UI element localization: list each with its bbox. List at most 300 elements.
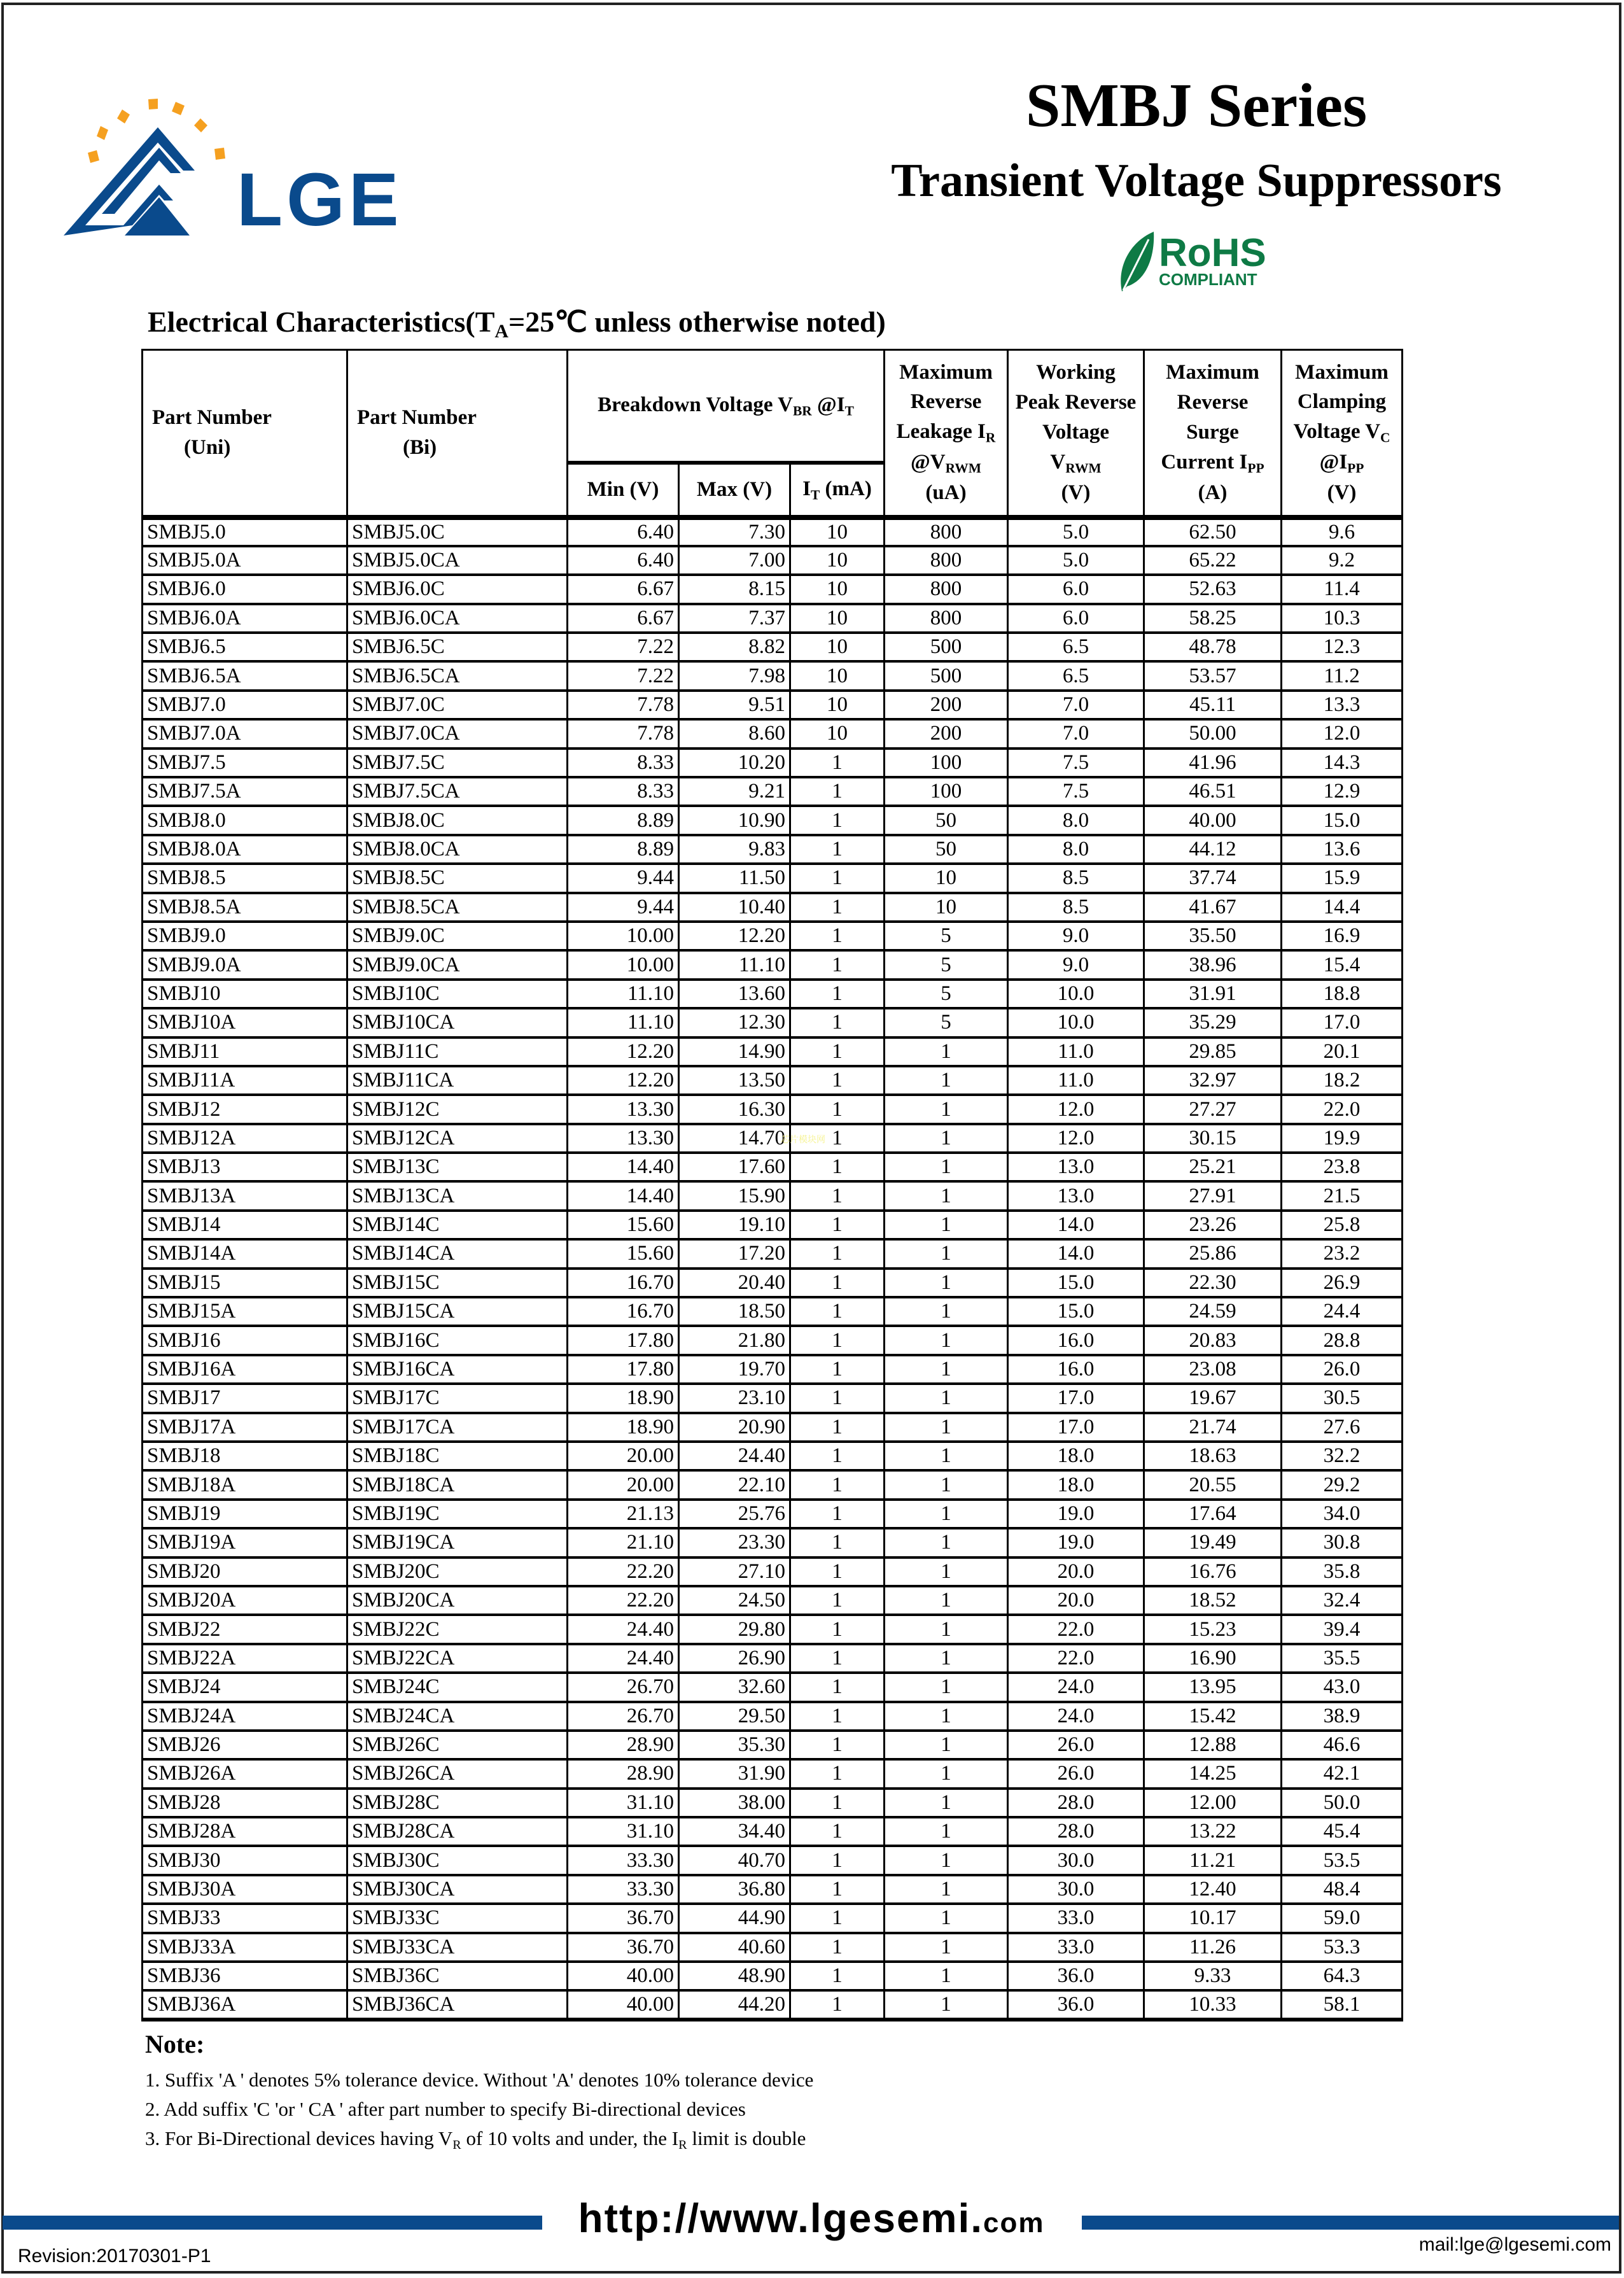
cell-part-uni: SMBJ8.0A xyxy=(143,835,347,864)
cell-vbr-min: 7.22 xyxy=(568,661,679,690)
cell-part-uni: SMBJ28 xyxy=(143,1789,347,1817)
cell-vbr-min: 8.89 xyxy=(568,806,679,834)
cell-ir: 1 xyxy=(885,1789,1008,1817)
cell-vc: 58.1 xyxy=(1282,1990,1403,2019)
hdr-vc-l4: @I xyxy=(1319,451,1348,474)
cell-ipp: 58.25 xyxy=(1144,604,1282,633)
cell-vc: 14.3 xyxy=(1282,749,1403,777)
cell-part-uni: SMBJ24 xyxy=(143,1673,347,1701)
cell-vrwm: 28.0 xyxy=(1008,1789,1144,1817)
cell-vbr-min: 13.30 xyxy=(568,1124,679,1153)
cell-vrwm: 33.0 xyxy=(1008,1933,1144,1962)
cell-part-bi: SMBJ15C xyxy=(347,1269,568,1297)
cell-vrwm: 14.0 xyxy=(1008,1211,1144,1239)
revision-label: Revision:20170301-P1 xyxy=(18,2246,211,2267)
note-3-sub2: R xyxy=(678,2138,687,2153)
cell-part-bi: SMBJ33C xyxy=(347,1904,568,1932)
note-3 xyxy=(145,2124,813,2160)
cell-ir: 1 xyxy=(885,1384,1008,1412)
cell-vbr-min: 28.90 xyxy=(568,1759,679,1788)
table-row xyxy=(143,1702,1403,1731)
cell-vbr-max: 44.90 xyxy=(679,1904,790,1932)
cell-vrwm: 20.0 xyxy=(1008,1557,1144,1586)
cell-ir: 200 xyxy=(885,719,1008,748)
table-row xyxy=(143,1153,1403,1181)
cell-part-uni: SMBJ17A xyxy=(143,1413,347,1442)
cell-vbr-min: 40.00 xyxy=(568,1990,679,2019)
header-it xyxy=(790,463,885,517)
cell-part-bi: SMBJ7.0CA xyxy=(347,719,568,748)
cell-vrwm: 8.0 xyxy=(1008,806,1144,834)
cell-ir: 800 xyxy=(885,575,1008,603)
cell-ir: 1 xyxy=(885,1933,1008,1962)
cell-vbr-max: 23.30 xyxy=(679,1528,790,1557)
cell-vc: 12.3 xyxy=(1282,633,1403,661)
cell-ir: 100 xyxy=(885,777,1008,806)
cell-ipp: 27.91 xyxy=(1144,1181,1282,1210)
cell-it: 10 xyxy=(790,575,885,603)
cell-part-bi: SMBJ33CA xyxy=(347,1933,568,1962)
cell-part-uni: SMBJ14 xyxy=(143,1211,347,1239)
cell-part-bi: SMBJ6.0CA xyxy=(347,604,568,633)
cell-part-uni: SMBJ36 xyxy=(143,1962,347,1990)
compliant-text: COMPLIANT xyxy=(1159,270,1257,289)
cell-vbr-max: 20.40 xyxy=(679,1269,790,1297)
cell-part-bi: SMBJ13C xyxy=(347,1153,568,1181)
cell-vrwm: 30.0 xyxy=(1008,1846,1144,1874)
cell-it: 1 xyxy=(790,1297,885,1326)
hdr-ipp-l5: (A) xyxy=(1198,481,1228,504)
cell-vbr-min: 8.33 xyxy=(568,749,679,777)
cell-ir: 800 xyxy=(885,517,1008,546)
cell-it: 1 xyxy=(790,1211,885,1239)
table-row xyxy=(143,1990,1403,2019)
cell-vc: 19.9 xyxy=(1282,1124,1403,1153)
cell-ipp: 48.78 xyxy=(1144,633,1282,661)
notes-heading: Note: xyxy=(145,2030,205,2058)
cell-part-uni: SMBJ24A xyxy=(143,1702,347,1731)
cell-part-uni: SMBJ18A xyxy=(143,1470,347,1499)
cell-part-uni: SMBJ9.0 xyxy=(143,922,347,950)
cell-part-bi: SMBJ8.5CA xyxy=(347,893,568,922)
cell-vbr-max: 22.10 xyxy=(679,1470,790,1499)
cell-ipp: 19.49 xyxy=(1144,1528,1282,1557)
table-row xyxy=(143,1470,1403,1499)
hdr-it-text: I xyxy=(802,477,811,501)
hdr-bv-mid: @I xyxy=(811,393,845,417)
cell-ipp: 19.67 xyxy=(1144,1384,1282,1412)
cell-vrwm: 16.0 xyxy=(1008,1326,1144,1354)
cell-ir: 1 xyxy=(885,1153,1008,1181)
website-link-main[interactable]: http://www.lgesemi. xyxy=(578,2195,984,2241)
cell-it: 1 xyxy=(790,864,885,892)
cell-vrwm: 5.0 xyxy=(1008,517,1144,546)
table-row xyxy=(143,777,1403,806)
cell-ir: 5 xyxy=(885,1008,1008,1037)
cell-vrwm: 6.5 xyxy=(1008,661,1144,690)
cell-vbr-min: 24.40 xyxy=(568,1615,679,1643)
hdr-ipp-l4: Current I xyxy=(1161,450,1248,474)
cell-vc: 9.2 xyxy=(1282,546,1403,575)
cell-ipp: 18.63 xyxy=(1144,1442,1282,1470)
cell-part-uni: SMBJ20A xyxy=(143,1586,347,1615)
product-subtitle: Transient Voltage Suppressors xyxy=(891,155,1502,207)
cell-vc: 29.2 xyxy=(1282,1470,1403,1499)
cell-part-bi: SMBJ30C xyxy=(347,1846,568,1874)
cell-vbr-min: 10.00 xyxy=(568,950,679,979)
cell-vrwm: 5.0 xyxy=(1008,546,1144,575)
cell-vbr-max: 9.51 xyxy=(679,691,790,719)
cell-part-bi: SMBJ30CA xyxy=(347,1875,568,1904)
cell-part-bi: SMBJ7.5C xyxy=(347,749,568,777)
cell-part-bi: SMBJ14CA xyxy=(347,1239,568,1268)
hdr-vc-l4sub: PP xyxy=(1347,460,1364,476)
cell-ir: 800 xyxy=(885,546,1008,575)
cell-part-bi: SMBJ10C xyxy=(347,980,568,1008)
cell-part-uni: SMBJ30 xyxy=(143,1846,347,1874)
cell-ipp: 25.21 xyxy=(1144,1153,1282,1181)
cell-it: 1 xyxy=(790,1008,885,1037)
cell-ir: 1 xyxy=(885,1673,1008,1701)
cell-ir: 1 xyxy=(885,1095,1008,1123)
cell-it: 1 xyxy=(790,1153,885,1181)
cell-part-bi: SMBJ5.0C xyxy=(347,517,568,546)
cell-vrwm: 24.0 xyxy=(1008,1702,1144,1731)
cell-ipp: 30.15 xyxy=(1144,1124,1282,1153)
cell-vc: 10.3 xyxy=(1282,604,1403,633)
cell-it: 1 xyxy=(790,1355,885,1384)
cell-vbr-max: 12.20 xyxy=(679,922,790,950)
cell-vc: 32.2 xyxy=(1282,1442,1403,1470)
cell-vbr-max: 13.50 xyxy=(679,1066,790,1095)
section-title-prefix: Electrical Characteristics(T xyxy=(148,306,495,338)
cell-vbr-max: 20.90 xyxy=(679,1413,790,1442)
cell-vbr-min: 9.44 xyxy=(568,864,679,892)
cell-vbr-min: 9.44 xyxy=(568,893,679,922)
cell-vc: 18.2 xyxy=(1282,1066,1403,1095)
table-row xyxy=(143,1731,1403,1759)
header-part-uni-l1: Part Number xyxy=(152,405,272,429)
section-title xyxy=(148,304,886,342)
cell-vc: 15.0 xyxy=(1282,806,1403,834)
cell-part-bi: SMBJ10CA xyxy=(347,1008,568,1037)
cell-vbr-min: 8.33 xyxy=(568,777,679,806)
cell-vc: 53.3 xyxy=(1282,1933,1403,1962)
cell-vc: 16.9 xyxy=(1282,922,1403,950)
cell-vrwm: 17.0 xyxy=(1008,1384,1144,1412)
cell-ipp: 52.63 xyxy=(1144,575,1282,603)
cell-it: 1 xyxy=(790,1789,885,1817)
cell-part-uni: SMBJ6.0 xyxy=(143,575,347,603)
cell-part-uni: SMBJ14A xyxy=(143,1239,347,1268)
cell-vc: 18.8 xyxy=(1282,980,1403,1008)
cell-ipp: 12.00 xyxy=(1144,1789,1282,1817)
mountain-icon xyxy=(64,127,195,236)
cell-vbr-max: 23.10 xyxy=(679,1384,790,1412)
hdr-vc-l5: (V) xyxy=(1327,481,1357,505)
cell-part-uni: SMBJ26A xyxy=(143,1759,347,1788)
cell-ipp: 15.23 xyxy=(1144,1615,1282,1643)
section-title-subscript: A xyxy=(494,320,508,342)
cell-vrwm: 33.0 xyxy=(1008,1904,1144,1932)
cell-part-bi: SMBJ15CA xyxy=(347,1297,568,1326)
cell-vrwm: 8.5 xyxy=(1008,864,1144,892)
cell-vbr-max: 10.40 xyxy=(679,893,790,922)
cell-vbr-min: 18.90 xyxy=(568,1384,679,1412)
cell-part-uni: SMBJ10A xyxy=(143,1008,347,1037)
cell-ipp: 23.08 xyxy=(1144,1355,1282,1384)
cell-ipp: 38.96 xyxy=(1144,950,1282,979)
hdr-it-sub: T xyxy=(810,487,820,503)
hdr-vc-l3sub: C xyxy=(1380,430,1390,446)
cell-vbr-max: 31.90 xyxy=(679,1759,790,1788)
hdr-ipp-l4sub: PP xyxy=(1247,460,1264,476)
cell-part-bi: SMBJ28CA xyxy=(347,1817,568,1846)
cell-part-bi: SMBJ6.5C xyxy=(347,633,568,661)
cell-vc: 24.4 xyxy=(1282,1297,1403,1326)
table-row xyxy=(143,1355,1403,1384)
cell-vc: 50.0 xyxy=(1282,1789,1403,1817)
cell-vc: 30.5 xyxy=(1282,1384,1403,1412)
cell-vbr-min: 22.20 xyxy=(568,1557,679,1586)
cell-vbr-min: 33.30 xyxy=(568,1846,679,1874)
cell-vrwm: 13.0 xyxy=(1008,1181,1144,1210)
table-row xyxy=(143,1759,1403,1788)
cell-ir: 1 xyxy=(885,1875,1008,1904)
cell-part-uni: SMBJ30A xyxy=(143,1875,347,1904)
cell-part-bi: SMBJ13CA xyxy=(347,1181,568,1210)
cell-vbr-max: 17.20 xyxy=(679,1239,790,1268)
cell-ir: 5 xyxy=(885,980,1008,1008)
cell-ir: 100 xyxy=(885,749,1008,777)
brand-name: LGE xyxy=(237,158,403,242)
cell-part-bi: SMBJ22CA xyxy=(347,1644,568,1673)
cell-it: 1 xyxy=(790,1759,885,1788)
table-row xyxy=(143,950,1403,979)
cell-ir: 500 xyxy=(885,633,1008,661)
cell-vc: 22.0 xyxy=(1282,1095,1403,1123)
cell-vbr-max: 29.80 xyxy=(679,1615,790,1643)
cell-it: 1 xyxy=(790,1586,885,1615)
cell-ir: 5 xyxy=(885,922,1008,950)
footer-bar-left xyxy=(3,2216,542,2230)
cell-vbr-min: 26.70 xyxy=(568,1673,679,1701)
table-row xyxy=(143,575,1403,603)
cell-ipp: 17.64 xyxy=(1144,1500,1282,1528)
cell-vbr-min: 31.10 xyxy=(568,1789,679,1817)
table-row xyxy=(143,1817,1403,1846)
cell-vrwm: 10.0 xyxy=(1008,980,1144,1008)
cell-vbr-min: 16.70 xyxy=(568,1297,679,1326)
cell-vrwm: 12.0 xyxy=(1008,1124,1144,1153)
header-leakage xyxy=(885,350,1008,517)
cell-it: 10 xyxy=(790,633,885,661)
cell-part-bi: SMBJ5.0CA xyxy=(347,546,568,575)
electrical-characteristics-table xyxy=(141,349,1403,2021)
cell-vrwm: 22.0 xyxy=(1008,1615,1144,1643)
cell-vc: 59.0 xyxy=(1282,1904,1403,1932)
cell-ir: 1 xyxy=(885,1962,1008,1990)
hdr-bv-text: Breakdown Voltage V xyxy=(598,393,793,417)
cell-it: 1 xyxy=(790,922,885,950)
hdr-ir-l5: (uA) xyxy=(925,481,967,505)
table-row xyxy=(143,1933,1403,1962)
cell-vbr-max: 10.90 xyxy=(679,806,790,834)
cell-part-uni: SMBJ6.0A xyxy=(143,604,347,633)
cell-vbr-min: 11.10 xyxy=(568,980,679,1008)
table-row xyxy=(143,1962,1403,1990)
cell-part-uni: SMBJ18 xyxy=(143,1442,347,1470)
cell-ipp: 41.96 xyxy=(1144,749,1282,777)
cell-part-bi: SMBJ8.0CA xyxy=(347,835,568,864)
table-row xyxy=(143,1297,1403,1326)
cell-vc: 26.9 xyxy=(1282,1269,1403,1297)
cell-part-uni: SMBJ8.0 xyxy=(143,806,347,834)
cell-vbr-max: 14.70 xyxy=(679,1124,790,1153)
cell-ipp: 62.50 xyxy=(1144,517,1282,546)
table-row xyxy=(143,1066,1403,1095)
cell-part-uni: SMBJ5.0 xyxy=(143,517,347,546)
table-row xyxy=(143,864,1403,892)
cell-ipp: 20.55 xyxy=(1144,1470,1282,1499)
cell-part-uni: SMBJ6.5 xyxy=(143,633,347,661)
cell-vrwm: 36.0 xyxy=(1008,1990,1144,2019)
cell-vc: 11.2 xyxy=(1282,661,1403,690)
cell-vc: 9.6 xyxy=(1282,517,1403,546)
cell-vrwm: 9.0 xyxy=(1008,950,1144,979)
cell-vbr-max: 19.70 xyxy=(679,1355,790,1384)
cell-ipp: 18.52 xyxy=(1144,1586,1282,1615)
hdr-vc-l3: Voltage V xyxy=(1293,420,1381,444)
table-row xyxy=(143,1181,1403,1210)
leaf-icon xyxy=(1121,232,1154,292)
cell-part-bi: SMBJ12C xyxy=(347,1095,568,1123)
cell-vc: 21.5 xyxy=(1282,1181,1403,1210)
cell-vbr-max: 29.50 xyxy=(679,1702,790,1731)
cell-ipp: 11.21 xyxy=(1144,1846,1282,1874)
cell-ipp: 22.30 xyxy=(1144,1269,1282,1297)
cell-part-bi: SMBJ11C xyxy=(347,1037,568,1066)
cell-vbr-min: 21.13 xyxy=(568,1500,679,1528)
cell-vc: 27.6 xyxy=(1282,1413,1403,1442)
cell-it: 1 xyxy=(790,893,885,922)
cell-part-uni: SMBJ6.5A xyxy=(143,661,347,690)
cell-ipp: 35.50 xyxy=(1144,922,1282,950)
cell-vbr-min: 11.10 xyxy=(568,1008,679,1037)
cell-vbr-max: 48.90 xyxy=(679,1962,790,1990)
cell-it: 1 xyxy=(790,1615,885,1643)
cell-vbr-max: 18.50 xyxy=(679,1297,790,1326)
cell-vrwm: 7.0 xyxy=(1008,691,1144,719)
watermark: 芯片模块网 xyxy=(781,1135,825,1145)
cell-vrwm: 17.0 xyxy=(1008,1413,1144,1442)
email-link[interactable]: mail:lge@lgesemi.com xyxy=(1418,2234,1611,2255)
cell-vbr-min: 36.70 xyxy=(568,1933,679,1962)
cell-it: 1 xyxy=(790,1962,885,1990)
cell-it: 10 xyxy=(790,691,885,719)
website-link-tld[interactable]: com xyxy=(983,2207,1045,2239)
cell-part-bi: SMBJ9.0CA xyxy=(347,950,568,979)
cell-vrwm: 14.0 xyxy=(1008,1239,1144,1268)
cell-vbr-min: 21.10 xyxy=(568,1528,679,1557)
cell-ipp: 41.67 xyxy=(1144,893,1282,922)
cell-ir: 1 xyxy=(885,1355,1008,1384)
website-link[interactable] xyxy=(544,2195,1079,2242)
cell-ir: 1 xyxy=(885,1297,1008,1326)
cell-ipp: 15.42 xyxy=(1144,1702,1282,1731)
cell-it: 1 xyxy=(790,1673,885,1701)
cell-it: 1 xyxy=(790,1269,885,1297)
hdr-ipp-l1: Maximum xyxy=(1166,361,1259,384)
cell-vbr-min: 17.80 xyxy=(568,1355,679,1384)
cell-vrwm: 6.0 xyxy=(1008,575,1144,603)
table-row xyxy=(143,1904,1403,1932)
cell-ipp: 16.76 xyxy=(1144,1557,1282,1586)
cell-it: 10 xyxy=(790,661,885,690)
table-row xyxy=(143,1789,1403,1817)
table-row xyxy=(143,604,1403,633)
cell-vc: 23.8 xyxy=(1282,1153,1403,1181)
cell-it: 1 xyxy=(790,749,885,777)
cell-ir: 500 xyxy=(885,661,1008,690)
cell-vbr-min: 6.67 xyxy=(568,575,679,603)
table-body xyxy=(143,517,1403,2020)
cell-ipp: 27.27 xyxy=(1144,1095,1282,1123)
hdr-vc-l2: Clamping xyxy=(1297,390,1387,414)
cell-vc: 64.3 xyxy=(1282,1962,1403,1990)
cell-ir: 1 xyxy=(885,1731,1008,1759)
cell-part-uni: SMBJ7.5A xyxy=(143,777,347,806)
cell-it: 10 xyxy=(790,546,885,575)
cell-vbr-max: 32.60 xyxy=(679,1673,790,1701)
cell-it: 1 xyxy=(790,1413,885,1442)
cell-vc: 46.6 xyxy=(1282,1731,1403,1759)
header-vc xyxy=(1282,350,1403,517)
cell-ir: 1 xyxy=(885,1702,1008,1731)
header-part-bi xyxy=(347,350,568,517)
cell-vrwm: 11.0 xyxy=(1008,1066,1144,1095)
table-row xyxy=(143,980,1403,1008)
cell-vbr-min: 20.00 xyxy=(568,1442,679,1470)
cell-vbr-max: 17.60 xyxy=(679,1153,790,1181)
cell-vc: 13.3 xyxy=(1282,691,1403,719)
cell-ir: 10 xyxy=(885,893,1008,922)
footer-bar-right xyxy=(1082,2216,1619,2230)
cell-ipp: 11.26 xyxy=(1144,1933,1282,1962)
notes xyxy=(145,2029,813,2160)
cell-part-uni: SMBJ7.0 xyxy=(143,691,347,719)
table-row xyxy=(143,1095,1403,1123)
cell-vc: 20.1 xyxy=(1282,1037,1403,1066)
hdr-ir-l2: Reverse xyxy=(910,390,982,414)
cell-vrwm: 13.0 xyxy=(1008,1153,1144,1181)
cell-ir: 1 xyxy=(885,1124,1008,1153)
cell-vbr-max: 24.50 xyxy=(679,1586,790,1615)
cell-part-uni: SMBJ7.5 xyxy=(143,749,347,777)
cell-part-bi: SMBJ26CA xyxy=(347,1759,568,1788)
cell-part-uni: SMBJ19A xyxy=(143,1528,347,1557)
cell-part-uni: SMBJ16 xyxy=(143,1326,347,1354)
cell-part-bi: SMBJ28C xyxy=(347,1789,568,1817)
cell-part-bi: SMBJ7.5CA xyxy=(347,777,568,806)
cell-ir: 1 xyxy=(885,1211,1008,1239)
rohs-badge xyxy=(1117,229,1289,293)
cell-part-uni: SMBJ13A xyxy=(143,1181,347,1210)
cell-vbr-max: 27.10 xyxy=(679,1557,790,1586)
note-3-b: of 10 volts and under, the I xyxy=(461,2127,679,2149)
hdr-vrwm-l4: V xyxy=(1050,450,1066,474)
cell-ir: 800 xyxy=(885,604,1008,633)
